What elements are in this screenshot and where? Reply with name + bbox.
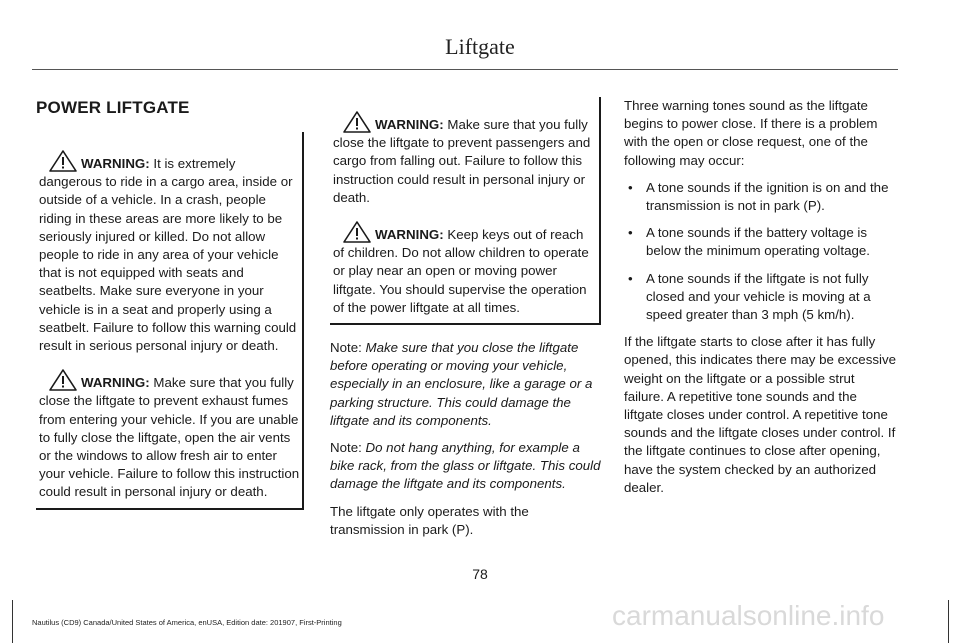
warning-text: Make sure that you fully close the liftgate to prevent exhaust fumes from entering your vehicle. If you are unable to fully close the liftgate, open the air vents or the windows to allow fresh air to enter your vehicle. Failure to follow this instruction could result in personal injury or death. — [39, 375, 300, 500]
list-item — [624, 224, 896, 260]
crop-mark — [948, 600, 949, 643]
section-title: POWER LIFTGATE — [36, 98, 190, 117]
note — [330, 339, 601, 430]
note — [330, 439, 601, 494]
list-item — [624, 179, 896, 215]
list-item-text: A tone sounds if the ignition is on and the transmission is not in park (P). — [646, 179, 889, 214]
header-divider — [32, 69, 898, 70]
warning-triangle-icon — [49, 150, 77, 172]
warning-box — [36, 132, 304, 510]
warning-item — [333, 111, 597, 207]
body-paragraph: The liftgate only operates with the transmission in park (P). — [330, 503, 529, 537]
warning-label: WARNING: — [375, 227, 444, 243]
warning-text: Make sure that you fully close the liftgate to prevent passengers and cargo from falling out. Failure to follow this instruction could result in personal injury or death. — [333, 117, 591, 205]
list-item-text: A tone sounds if the liftgate is not fully closed and your vehicle is moving at a speed greater than 3 mph (5 km/h). — [646, 270, 871, 323]
list-item — [624, 270, 896, 325]
column-2 — [330, 97, 601, 548]
note-text: Do not hang anything, for example a bike rack, from the glass or liftgate. This could damage the liftgate and its components. — [330, 440, 601, 492]
column-1 — [36, 132, 304, 510]
warning-label: WARNING: — [375, 117, 444, 132]
watermark: carmanualsonline.info — [612, 600, 885, 631]
warning-item — [39, 369, 300, 501]
bullet-icon: • — [628, 270, 633, 286]
bullet-icon: • — [628, 179, 633, 195]
page-header-title: Liftgate — [445, 34, 515, 59]
warning-text: Keep keys out of reach of children. Do not allow children to operate or play near an open or moving power liftgate. You should supervise the operation of the power liftgate at all times. — [333, 227, 589, 315]
warning-label: WARNING: — [81, 156, 150, 171]
warning-box — [330, 97, 601, 325]
warning-triangle-icon — [343, 221, 371, 243]
warning-label: WARNING: — [81, 375, 150, 391]
footer-edition-info: Nautilus (CD9) Canada/United States of America, enUSA, Edition date: 201907, First-Printing — [32, 618, 342, 627]
bullet-list — [624, 179, 896, 324]
intro-paragraph: Three warning tones sound as the liftgate begins to power close. If there is a problem with the open or close request, one of the following may occur: — [624, 98, 878, 168]
page-number: 78 — [472, 566, 488, 582]
note-label: Note: — [330, 440, 362, 456]
note-text: Make sure that you close the liftgate before operating or moving your vehicle, especially in an enclosure, like a garage or a parking structure. This could damage the liftgate and its components. — [330, 340, 593, 428]
note-label: Note: — [330, 340, 362, 356]
warning-triangle-icon — [49, 369, 77, 391]
warning-item — [333, 221, 597, 317]
warning-item — [39, 150, 300, 355]
warning-triangle-icon — [343, 111, 371, 133]
bullet-icon: • — [628, 225, 633, 241]
column-3 — [624, 97, 896, 506]
list-item-text: A tone sounds if the battery voltage is below the minimum operating voltage. — [646, 225, 870, 259]
crop-mark — [12, 600, 13, 643]
closing-paragraph: If the liftgate starts to close after it has fully opened, this indicates there may be excessive weight on the liftgate or a possible strut failure. A repetitive tone sounds and the liftgate closes under control. A repetitive tone sounds and the liftgate closes under control. If the liftgate continues to close after opening, have the system checked by an authorized dealer. — [624, 334, 897, 495]
warning-text: It is extremely dangerous to ride in a cargo area, inside or outside of a vehicle. In a crash, people riding in these areas are more likely to be seriously injured or killed. Do not allow people to ride in any area of your vehicle that is not equipped with seats and seatbelts. Make sure everyone in your vehicle is in a seat and properly using a seatbelt. Failure to follow this warning could result in serious personal injury or death. — [39, 156, 297, 354]
